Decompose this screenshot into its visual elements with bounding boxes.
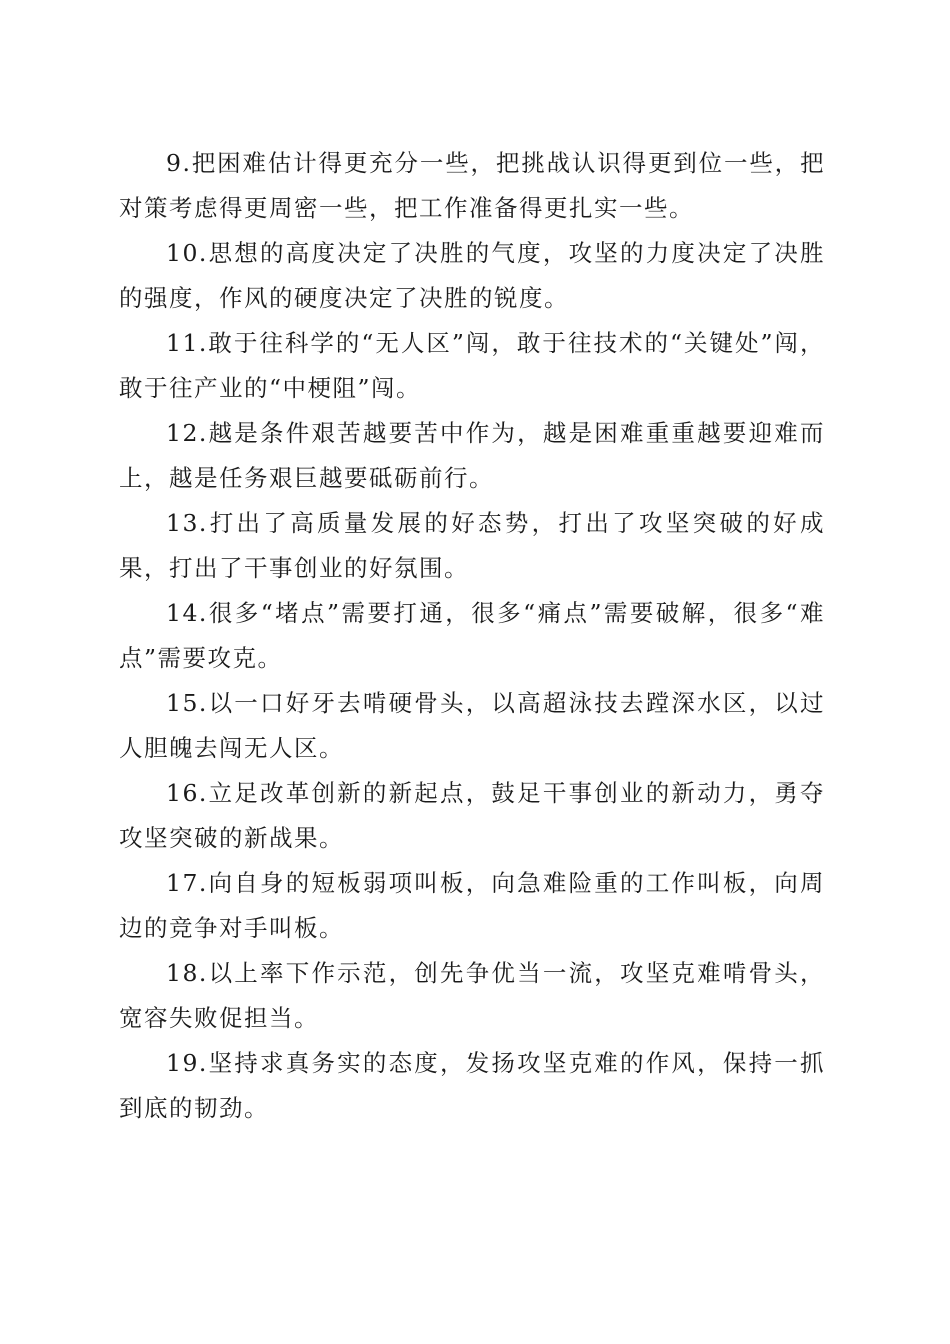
paragraph-12: 12.越是条件艰苦越要苦中作为，越是困难重重越要迎难而上，越是任务艰巨越要砥砺前行。 (119, 419, 825, 492)
paragraph-18: 18.以上率下作示范，创先争优当一流，攻坚克难啃骨头，宽容失败促担当。 (119, 959, 825, 1032)
paragraph-17: 17.向自身的短板弱项叫板，向急难险重的工作叫板，向周边的竞争对手叫板。 (119, 869, 825, 942)
paragraph-10: 10.思想的高度决定了决胜的气度，攻坚的力度决定了决胜的强度，作风的硬度决定了决胜的锐度。 (119, 239, 825, 312)
paragraph-15: 15.以一口好牙去啃硬骨头，以高超泳技去蹚深水区，以过人胆魄去闯无人区。 (119, 689, 825, 762)
paragraph-9: 9.把困难估计得更充分一些，把挑战认识得更到位一些，把对策考虑得更周密一些，把工作准备得更扎实一些。 (119, 149, 825, 222)
paragraph-13: 13.打出了高质量发展的好态势，打出了攻坚突破的好成果，打出了干事创业的好氛围。 (119, 509, 825, 582)
document-body (119, 141, 825, 1131)
paragraph-14: 14.很多“堵点”需要打通，很多“痛点”需要破解，很多“难点”需要攻克。 (119, 599, 825, 672)
paragraph-19: 19.坚持求真务实的态度，发扬攻坚克难的作风，保持一抓到底的韧劲。 (119, 1049, 825, 1122)
paragraph-11: 11.敢于往科学的“无人区”闯，敢于往技术的“关键处”闯，敢于往产业的“中梗阻”闯。 (119, 329, 825, 402)
paragraph-16: 16.立足改革创新的新起点，鼓足干事创业的新动力，勇夺攻坚突破的新战果。 (119, 779, 825, 852)
